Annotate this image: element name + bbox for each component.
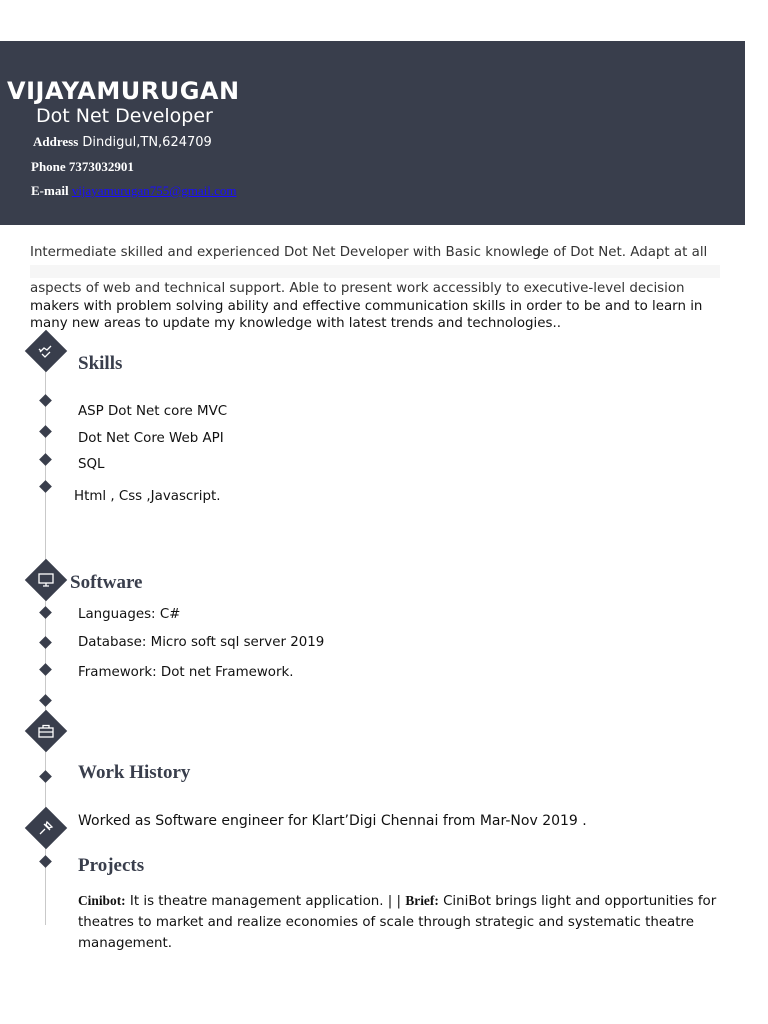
summary-line-2: aspects of web and technical support. Able to present work accessibly to executive-level decision (30, 281, 685, 296)
skill-item: Html , Css ,Javascript. (74, 489, 221, 504)
bullet-dot (39, 394, 52, 407)
skill-item: SQL (78, 457, 105, 472)
phone-line (31, 159, 134, 175)
skill-item: ASP Dot Net core MVC (78, 404, 228, 419)
bullet-dot (39, 855, 52, 868)
email-label: E-mail (31, 183, 69, 198)
skill-item: Dot Net Core Web API (78, 431, 224, 446)
summary-highlight-band (30, 265, 720, 278)
pin-icon (26, 808, 66, 848)
software-item: Languages: C# (78, 607, 181, 622)
skills-title: Skills (78, 353, 123, 374)
phone-value[interactable]: 7373032901 (68, 159, 134, 174)
monitor-icon (26, 560, 66, 600)
briefcase-icon (26, 711, 66, 751)
email-line (31, 183, 237, 199)
phone-label: Phone (31, 159, 66, 174)
bullet-dot (39, 425, 52, 438)
software-title: Software (70, 572, 143, 593)
work-entry: Worked as Software engineer for Klart’Digi Chennai from Mar-Nov 2019 . (78, 813, 587, 829)
bullet-dot (39, 636, 52, 649)
summary-line-1b: ge of Dot Net. Adapt at all (532, 245, 708, 260)
project-brief-label: Brief: (405, 893, 439, 908)
summary-line-1a: Intermediate skilled and experienced Dot Net Developer with Basic knowled (30, 245, 542, 260)
bullet-dot (39, 694, 52, 707)
software-item: Database: Micro soft sql server 2019 (78, 635, 325, 650)
projects-title: Projects (78, 855, 145, 876)
summary-line-3: makers with problem solving ability and effective communication skills in order to be and to learn in (30, 299, 703, 314)
bullet-dot (39, 770, 52, 783)
resume-header (0, 41, 745, 225)
email-link[interactable]: vijayamurugan755@gmail.com (71, 183, 237, 198)
candidate-name: VIJAYAMURUGAN (7, 77, 240, 105)
software-item: Framework: Dot net Framework. (78, 665, 294, 680)
job-title: Dot Net Developer (36, 105, 213, 127)
bullet-dot (39, 663, 52, 676)
project-name-text: It is theatre management application. | | (129, 894, 402, 909)
bullet-dot (39, 606, 52, 619)
bullet-dot (39, 453, 52, 466)
project-description (78, 890, 738, 954)
summary-line-1 (30, 244, 707, 262)
summary-line-4: many new areas to update my knowledge with latest trends and technologies.. (30, 316, 561, 331)
handshake-icon (26, 331, 66, 371)
project-name-label: Cinibot: (78, 893, 126, 908)
work-history-title: Work History (78, 762, 191, 783)
address-label: Address (33, 134, 79, 149)
bullet-dot (39, 480, 52, 493)
address-line (33, 134, 212, 150)
project-brief-text: CiniBot brings light and opportunities for theatres to market and realize economies of scale through strategic and systematic theatre management. (78, 894, 717, 951)
address-value: Dindigul,TN,624709 (82, 135, 212, 150)
